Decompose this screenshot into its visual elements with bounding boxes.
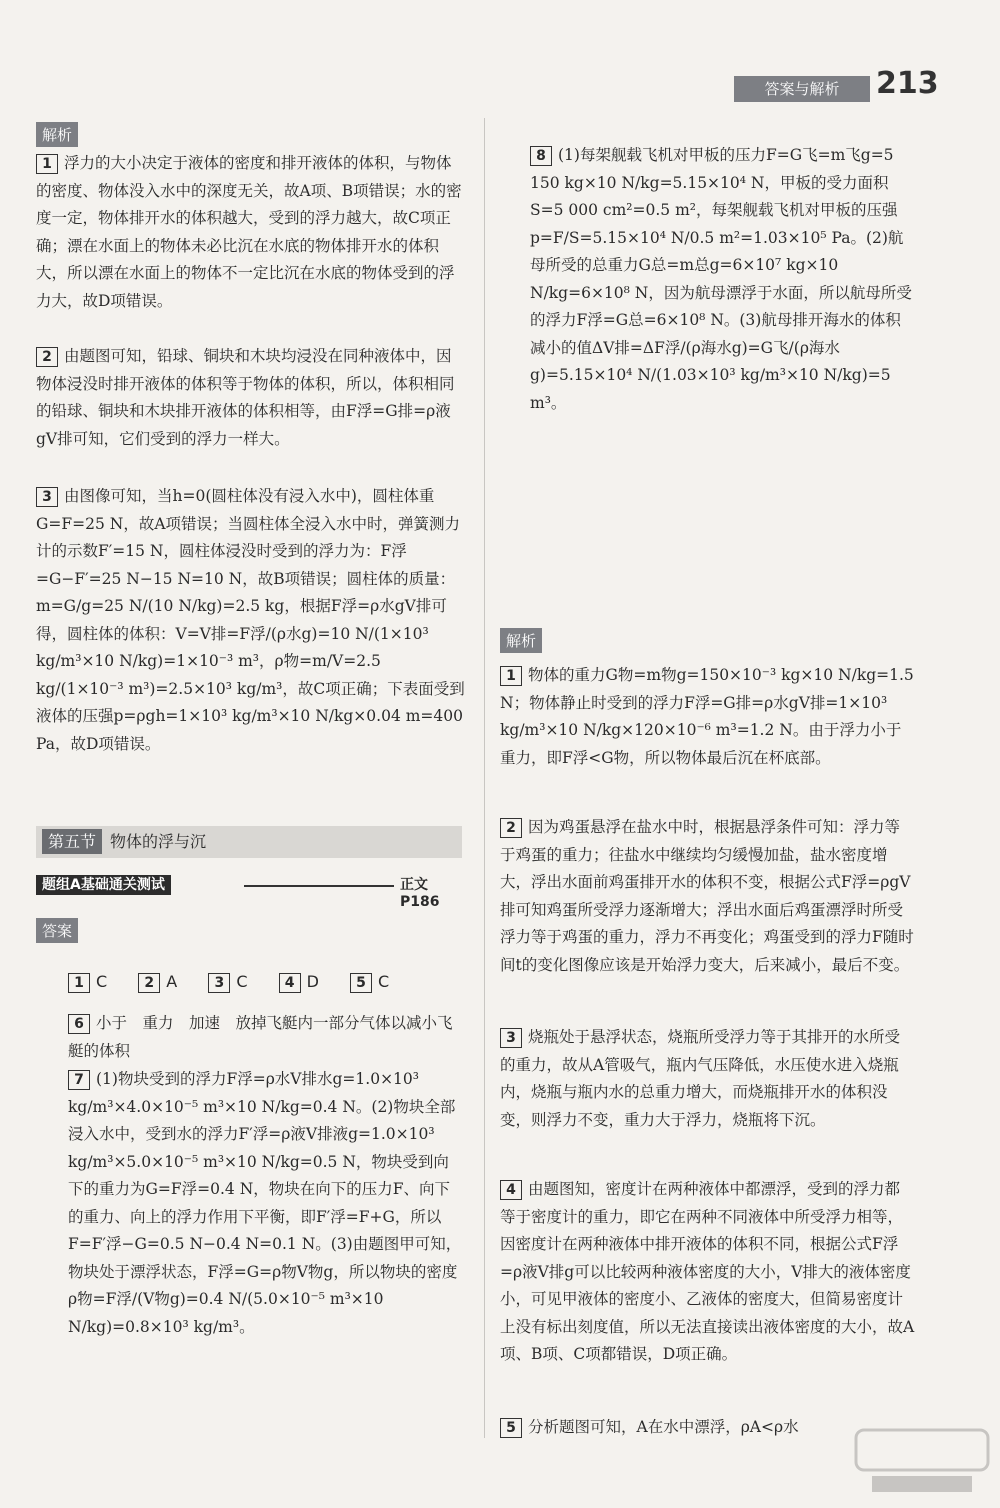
- left-item-3: [36, 483, 466, 758]
- answer-number: 3: [208, 973, 230, 993]
- watermark-logo: [852, 1426, 992, 1498]
- right-item-3: [500, 1024, 915, 1134]
- answer-cell: [279, 972, 319, 991]
- group-bar: [36, 874, 466, 910]
- item-text: 由题图知，密度计在两种液体中都漂浮，受到的浮力都等于密度计的重力，即它在两种不同液体中所受浮力相等，因密度计在两种液体中排开液体的体积不同，根据公式F浮=ρ液V排g可以比较两种液体密度的大小，V排大的液体密度小，可见甲液体的密度小、乙液体的密度大，但简易密度计上没有标出刻度值，所以无法直接读出液体密度的大小，故A项、B项、C项都错误，D项正确。: [500, 1180, 915, 1363]
- item-text: 因为鸡蛋悬浮在盐水中时，根据悬浮条件可知：浮力等于鸡蛋的重力；往盐水中继续均匀缓慢加盐，盐水密度增大，浮出水面前鸡蛋排开水的体积不变，根据公式F浮=ρgV排可知鸡蛋所受浮力逐渐增大；浮出水面后鸡蛋漂浮时所受浮力等于鸡蛋的重力，浮力不再变化；鸡蛋受到的浮力F随时间t的变化图像应该是开始浮力变大，后来减小，最后不变。: [500, 818, 914, 974]
- section-bar: [36, 826, 462, 858]
- item-number: 1: [36, 154, 58, 174]
- left-item-6: [68, 1010, 463, 1065]
- item-text: (1)每架舰载飞机对甲板的压力F=G飞=m飞g=5 150 kg×10 N/kg=5.15×10⁴ N，甲板的受力面积S=5 000 cm²=0.5 m²，每架舰载飞机对甲板的压强p=F/S=5.15×10⁴ N/0.5 m²=1.03×10⁵ Pa。(2)航母所受的总重力G总=m总g=6×10⁷ kg×10 N/kg=6×10⁸ N，因为航母漂浮于水面，所以航母所受的浮力F浮=G总=6×10⁸ N。(3)航母排开海水的体积减小的值ΔV排=ΔF浮/(ρ海水g)=G飞/(ρ海水g)=5.15×10⁴ N/(1.03×10³ kg/m³×10 N/kg)=5 m³。: [530, 146, 912, 412]
- item-number: 5: [500, 1418, 522, 1438]
- section-tag: 第五节: [42, 829, 102, 854]
- item-text: 由图像可知，当h=0(圆柱体没有浸入水中)，圆柱体重G=F=25 N，故A项错误；当圆柱体全浸入水中时，弹簧测力计的示数F′=15 N，圆柱体浸没时受到的浮力为：F浮=G−F′=25 N−15 N=10 N，故B项错误；圆柱体的质量：m=G/g=25 N/(10 N/kg)=2.5 kg，根据F浮=ρ水gV排可得，圆柱体的体积：V=V排=F浮/(ρ水g)=10 N/(1×10³ kg/m³×10 N/kg)=1×10⁻³ m³，ρ物=m/V=2.5 kg/(1×10⁻³ m³)=2.5×10³ kg/m³，故C项正确；下表面受到液体的压强p=ρgh=1×10³ kg/m³×10 N/kg×0.04 m=400 Pa，故D项错误。: [36, 487, 465, 753]
- answer-value: C: [378, 972, 390, 991]
- section-title: 物体的浮与沉: [110, 832, 207, 851]
- answer-cell: [208, 972, 247, 991]
- answer-value: C: [236, 972, 248, 991]
- group-reference: 正文 P186: [400, 877, 440, 910]
- item-number: 2: [36, 347, 58, 367]
- answer-value: C: [96, 972, 108, 991]
- answer-number: 1: [68, 973, 90, 993]
- item-number: 4: [500, 1180, 522, 1200]
- item-text: 小于 重力 加速 放掉飞艇内一部分气体以减小飞艇的体积: [68, 1014, 453, 1060]
- label-answers: 答案: [36, 918, 78, 943]
- item-text: 由题图可知，铅球、铜块和木块均浸没在同种液体中，因物体浸没时排开液体的体积等于物体的体积，所以，体积相同的铅球、铜块和木块排开液体的体积相等，由F浮=G排=ρ液gV排可知，它们受到的浮力一样大。: [36, 347, 455, 448]
- page-number: 213: [876, 66, 939, 101]
- label-analysis-left: 解析: [36, 122, 78, 147]
- answer-value: D: [306, 972, 319, 991]
- answer-value: A: [166, 972, 178, 991]
- answer-cell: [138, 972, 177, 991]
- right-item-1: [500, 662, 915, 772]
- answers-row: [68, 972, 415, 993]
- answer-number: 5: [350, 973, 372, 993]
- label-analysis-right: 解析: [500, 628, 542, 653]
- arrow-line: [244, 885, 394, 887]
- group-label: 题组A基础通关测试: [36, 875, 171, 895]
- column-divider: [484, 118, 485, 1438]
- item-number: 3: [500, 1028, 522, 1048]
- item-text: 分析题图可知，A在水中漂浮，ρA<ρ水: [528, 1418, 799, 1436]
- left-item-1: [36, 150, 466, 315]
- item-number: 6: [68, 1014, 90, 1034]
- answer-cell: [350, 972, 389, 991]
- item-number: 7: [68, 1070, 90, 1090]
- answer-number: 4: [279, 973, 301, 993]
- answer-number: 2: [138, 973, 160, 993]
- item-number: 3: [36, 487, 58, 507]
- item-text: (1)物块受到的浮力F浮=ρ水V排水g=1.0×10³ kg/m³×4.0×10⁻⁵ m³×10 N/kg=0.4 N。(2)物块全部浸入水中，受到水的浮力F′浮=ρ液V排液g=1.0×10³ kg/m³×5.0×10⁻⁵ m³×10 N/kg=0.5 N，物块受到向下的重力为G=F浮=0.4 N，物块在向下的压力F、向下的重力、向上的浮力作用下平衡，即F′浮=F+G，所以F=F′浮−G=0.5 N−0.4 N=0.1 N。(3)由题图甲可知，物块处于漂浮状态，F浮=G=ρ物V物g，所以物块的密度ρ物=F浮/(V物g)=0.4 N/(5.0×10⁻⁵ m³×10 N/kg)=0.8×10³ kg/m³。: [68, 1070, 462, 1336]
- left-item-7: [68, 1066, 463, 1341]
- item-number: 2: [500, 818, 522, 838]
- item-text: 烧瓶处于悬浮状态，烧瓶所受浮力等于其排开的水所受的重力，故从A管吸气，瓶内气压降低，水压使水进入烧瓶内，烧瓶与瓶内水的总重力增大，而烧瓶排开水的体积没变，则浮力不变，重力大于浮力，烧瓶将下沉。: [500, 1028, 901, 1129]
- left-item-2: [36, 343, 466, 453]
- right-item-8: [530, 142, 915, 417]
- right-item-4: [500, 1176, 915, 1369]
- item-text: 物体的重力G物=m物g=150×10⁻³ kg×10 N/kg=1.5 N；物体静止时受到的浮力F浮=G排=ρ水gV排=1×10³ kg/m³×10 N/kg×120×10⁻⁶ m³=1.2 N。由于浮力小于重力，即F浮<G物，所以物体最后沉在杯底部。: [500, 666, 914, 767]
- right-item-2: [500, 814, 915, 979]
- answer-cell: [68, 972, 107, 991]
- item-number: 8: [530, 146, 552, 166]
- item-number: 1: [500, 666, 522, 686]
- item-text: 浮力的大小决定于液体的密度和排开液体的体积，与物体的密度、物体没入水中的深度无关，故A项、B项错误；水的密度一定，物体排开水的体积越大，受到的浮力越大，故C项正确；漂在水面上的物体未必比沉在水底的物体排开水的体积大，所以漂在水面上的物体不一定比沉在水底的物体受到的浮力大，故D项错误。: [36, 154, 462, 310]
- header-tab: 答案与解析: [734, 76, 870, 102]
